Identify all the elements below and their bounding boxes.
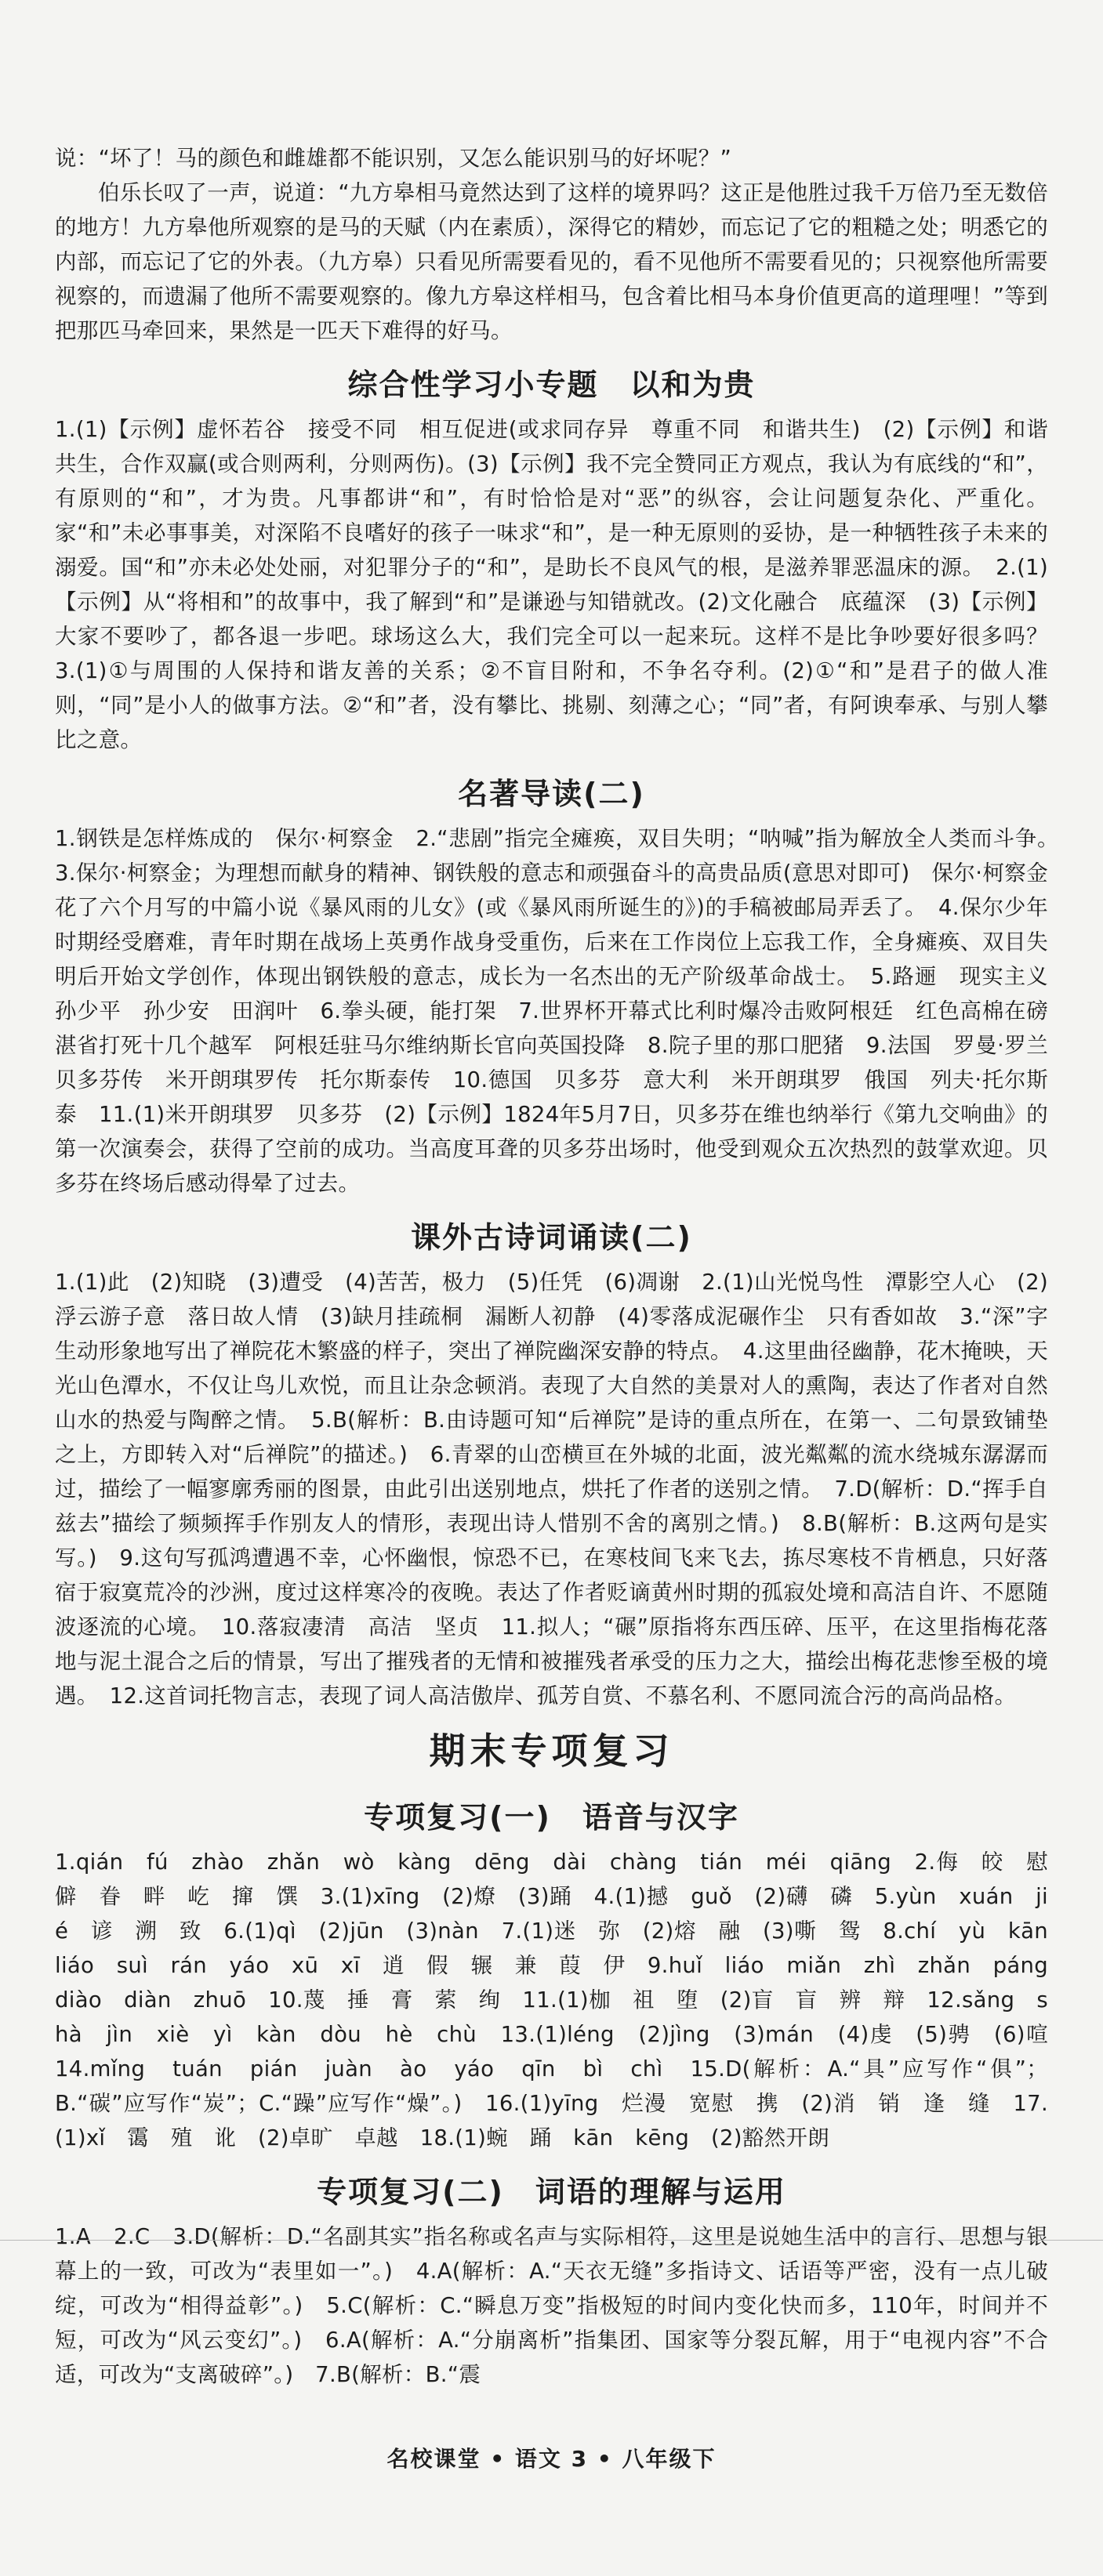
intro-line: 说：“坏了！马的颜色和雌雄都不能识别，又怎么能识别马的好坏呢？” <box>55 146 732 171</box>
section-body-vocabulary: 1.A 2.C 3.D(解析：D.“名副其实”指名称或名声与实际相符，这里是说她生活中的言行、思想与银幕上的一致，可改为“表里如一”。) 4.A(解析：A.“天衣无缝”多指诗文、话语等严密，没有一点儿破绽，可改为“相得益彰”。) 5.C(解析：C.“瞬息万变”指极短的时间内变化快而多，110年，时间并不短，可改为“风云变幻”。) 6.A(解析：A.“分崩离析”指集团、国家等分裂瓦解，用于“电视内容”不合适，可改为“支离破碎”。) 7.B(解析：B.“震 <box>55 2224 1048 2387</box>
intro-paragraph: 伯乐长叹了一声，说道：“九方皋相马竟然达到了这样的境界吗？这正是他胜过我千万倍乃至无数倍的地方！九方皋他所观察的是马的天赋（内在素质），深得它的精妙，而忘记了它的粗糙之处；明悉它的内部，而忘记了它的外表。（九方皋）只看见所需要看见的，看不见他所不需要看见的；只视察他所需要视察的，而遗漏了他所不需要观察的。像九方皋这样相马，包含着比相马本身价值更高的道理哩！”等到把那匹马牵回来，果然是一匹天下难得的好马。 <box>55 180 1048 343</box>
section-title-vocabulary: 专项复习(二) 词语的理解与运用 <box>317 2175 786 2209</box>
section-body-pronunciation: 1.qián fú zhào zhǎn wò kàng dēng dài chàng tián méi qiāng 2.侮 皎 慰 僻 眷 畔 屹 撺 馔 3.(1)xīng (2)燎 (3)踊 4.(1)撼 guǒ (2)礴 磷 5.yùn xuán jié 谚 溯 致 6.(1)qì (2)jūn (3)nàn 7.(1)迷 弥 (2)熔 融 (3)嘶 鸳 8.chí yù kān liáo suì rán yáo xū xī 逍 假 辗 兼 葭 伊 9.huǐ liáo miǎn zhì zhǎn páng diào diàn zhuō 10.蔑 捶 膏 萦 绚 11.(1)枷 祖 堕 (2)盲 盲 辨 辩 12.sǎng shà jìn xiè yì kàn dòu hè chù 13.(1)léng (2)jìng (3)mán (4)虔 (5)骋 (6)喧 14.mǐng tuán pián juàn ào yáo qīn bì chì 15.D(解析：A.“具”应写作“俱”；B.“碳”应写作“炭”；C.“躁”应写作“燥”。) 16.(1)yīng 烂漫 宽慰 携 (2)消 销 逢 缝 17.(1)xǐ 霭 殖 讹 (2)卓旷 卓越 18.(1)蜿 踊 kān kēng (2)豁然开朗 <box>55 1850 1070 2150</box>
page-divider <box>0 2240 1103 2241</box>
section-body-poetry: 1.(1)此 (2)知晓 (3)遭受 (4)苦苦，极力 (5)任凭 (6)凋谢 2.(1)山光悦鸟性 潭影空人心 (2)浮云游子意 落日故人情 (3)缺月挂疏桐 漏断人初静 (4)零落成泥碾作尘 只有香如故 3.“深”字生动形象地写出了禅院花木繁盛的样子，突出了禅院幽深安静的特点。 4.这里曲径幽静，花木掩映，天光山色潭水，不仅让鸟儿欢悦，而且让杂念顿消。表现了大自然的美景对人的熏陶，表达了作者对自然山水的热爱与陶醉之情。 5.B(解析：B.由诗题可知“后禅院”是诗的重点所在，在第一、二句景致铺垫之上，方即转入对“后禅院”的描述。) 6.青翠的山峦横亘在外城的北面，波光粼粼的流水绕城东潺潺而过，描绘了一幅寥廓秀丽的图景，由此引出送别地点，烘托了作者的送别之情。 7.D(解析：D.“挥手自兹去”描绘了频频挥手作别友人的情形，表现出诗人惜别不舍的离别之情。) 8.B(解析：B.这两句是实写。) 9.这句写孤鸿遭遇不幸，心怀幽恨，惊恐不已，在寒枝间飞来飞去，拣尽寒枝不肯栖息，只好落宿于寂寞荒冷的沙洲，度过这样寒冷的夜晚。表达了作者贬谪黄州时期的孤寂处境和高洁自许、不愿随波逐流的心境。 10.落寂凄清 高洁 坚贞 11.拟人；“碾”原指将东西压碎、压平，在这里指梅花落地与泥土混合之后的情景，写出了摧残者的无情和被摧残者承受的压力之大，描绘出梅花悲惨至极的境遇。 12.这首词托物言志，表现了词人高洁傲岸、孤芳自赏、不慕名利、不愿同流合污的高尚品格。 <box>55 1270 1048 1708</box>
page-footer: 名校课堂 • 语文 3 • 八年级下 <box>386 2446 717 2472</box>
section-body-classics: 1.钢铁是怎样炼成的 保尔·柯察金 2.“悲剧”指完全瘫痪，双目失明；“呐喊”指为解放全人类而斗争。 3.保尔·柯察金；为理想而献身的精神、钢铁般的意志和顽强奋斗的高贵品质(意思对即可) 保尔·柯察金花了六个月写的中篇小说《暴风雨的儿女》(或《暴风雨所诞生的》)的手稿被邮局弄丢了。 4.保尔少年时期经受磨难，青年时期在战场上英勇作战身受重伤，后来在工作岗位上忘我工作，全身瘫痪、双目失明后开始文学创作，体现出钢铁般的意志，成长为一名杰出的无产阶级革命战士。 5.路逦 现实主义 孙少平 孙少安 田润叶 6.拳头硬，能打架 7.世界杯开幕式比利时爆冷击败阿根廷 红色高棉在磅湛省打死十几个越军 阿根廷驻马尔维纳斯长官向英国投降 8.院子里的那口肥猪 9.法国 罗曼·罗兰 贝多芬传 米开朗琪罗传 托尔斯泰传 10.德国 贝多芬 意大利 米开朗琪罗 俄国 列夫·托尔斯泰 11.(1)米开朗琪罗 贝多芬 (2)【示例】1824年5月7日，贝多芬在维也纳举行《第九交响曲》的第一次演奏会，获得了空前的成功。当高度耳聋的贝多芬出场时，他受到观众五次热烈的鼓掌欢迎。贝多芬在终场后感动得晕了过去。 <box>55 826 1070 1196</box>
section-title-harmony: 综合性学习小专题 以和为贵 <box>347 368 756 402</box>
section-body-harmony: 1.(1)【示例】虚怀若谷 接受不同 相互促进(或求同存异 尊重不同 和谐共生) (2)【示例】和谐共生，合作双赢(或合则两利，分则两伤)。(3)【示例】我不完全赞同正方观点，我认为有底线的“和”，有原则的“和”，才为贵。凡事都讲“和”，有时恰恰是对“恶”的纵容，会让问题复杂化、严重化。家“和”未必事事美，对深陷不良嗜好的孩子一味求“和”，是一种无原则的妥协，是一种牺牲孩子未来的溺爱。国“和”亦未必处处丽，对犯罪分子的“和”，是助长不良风气的根，是滋养罪恶温床的源。 2.(1)【示例】从“将相和”的故事中，我了解到“和”是谦逊与知错就改。(2)文化融合 底蕴深 (3)【示例】大家不要吵了，都各退一步吧。球场这么大，我们完全可以一起来玩。这样不是比争吵要好很多吗？ 3.(1)①与周围的人保持和谐友善的关系；②不盲目附和，不争名夺利。(2)①“和”是君子的做人准则，“同”是小人的做事方法。②“和”者，没有攀比、挑剔、刻薄之心；“同”者，有阿谀奉承、与别人攀比之意。 <box>55 417 1070 752</box>
section-title-classics: 名著导读(二) <box>458 777 645 811</box>
section-title-pronunciation: 专项复习(一) 语音与汉字 <box>364 1800 739 1835</box>
final-review-title: 期末专项复习 <box>429 1730 674 1772</box>
section-title-poetry: 课外古诗词诵读(二) <box>411 1220 692 1255</box>
